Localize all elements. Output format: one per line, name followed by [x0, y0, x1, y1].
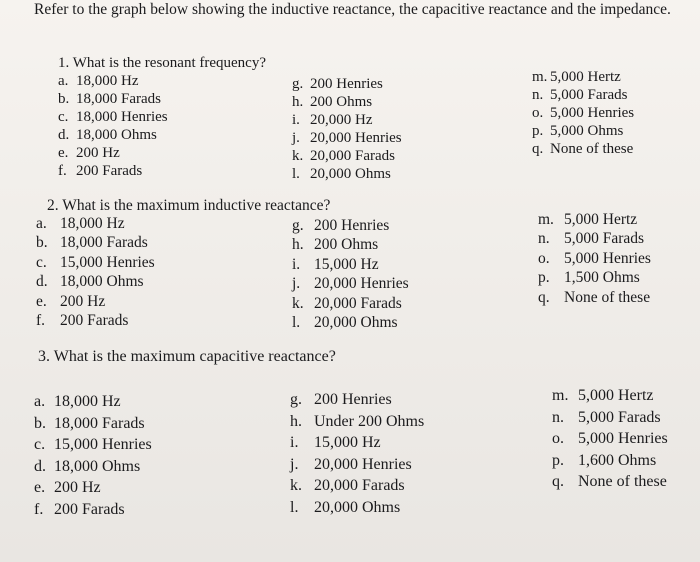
option-1h: h. 200 Ohms: [292, 94, 373, 110]
question-1-options-col2: [292, 75, 402, 183]
option-2a: a. 18,000 Hz: [36, 215, 125, 232]
option-2m: m. 5,000 Hertz: [538, 211, 638, 228]
option-3j: j. 20,000 Henries: [290, 455, 412, 473]
option-2j: j. 20,000 Henries: [292, 275, 409, 293]
option-3i: i. 15,000 Hz: [290, 434, 381, 452]
option-1b: b. 18,000 Farads: [58, 91, 161, 107]
option-2b: b. 18,000 Farads: [36, 234, 148, 252]
option-1a: a. 18,000 Hz: [58, 73, 139, 89]
option-2k: k. 20,000 Farads: [292, 294, 402, 312]
option-2d: d. 18,000 Ohms: [36, 273, 144, 291]
option-3g: g. 200 Henries: [290, 391, 392, 408]
option-1n: n. 5,000 Farads: [532, 87, 628, 103]
question-2-options-col3: [538, 210, 651, 307]
instructions-text: Refer to the graph below showing the inductive reactance, the capacitive reactance and the impedance.: [34, 1, 671, 18]
option-1i: i. 20,000 Hz: [292, 112, 373, 128]
option-1p: p. 5,000 Ohms: [532, 123, 624, 139]
option-1e: e. 200 Hz: [58, 145, 120, 161]
question-3-options-col3: [552, 385, 668, 493]
option-2o: o. 5,000 Henries: [538, 249, 651, 267]
option-3p: p. 1,600 Ohms: [552, 451, 657, 469]
option-1c: c. 18,000 Henries: [58, 109, 168, 125]
option-3o: o. 5,000 Henries: [552, 430, 668, 448]
question-2-options-col2: [292, 216, 409, 332]
option-2i: i. 15,000 Hz: [292, 255, 379, 273]
option-2h: h. 200 Ohms: [292, 236, 379, 254]
option-2q: q. None of these: [538, 288, 651, 306]
option-1o: o. 5,000 Henries: [532, 105, 635, 121]
question-1-options-col3: [532, 68, 634, 158]
option-2n: n. 5,000 Farads: [538, 230, 645, 248]
question-3-options-col1: [34, 391, 152, 521]
option-2e: e. 200 Hz: [36, 292, 106, 310]
option-3h: h. Under 200 Ohms: [290, 412, 425, 430]
question-2-title: 2. What is the maximum inductive reactance?: [47, 197, 331, 214]
option-1q: q. None of these: [532, 141, 634, 157]
question-2-options-col1: [36, 214, 155, 330]
option-2f: f. 200 Farads: [36, 311, 129, 329]
option-3c: c. 15,000 Henries: [34, 436, 152, 454]
option-2g: g. 200 Henries: [292, 217, 390, 234]
option-3n: n. 5,000 Farads: [552, 408, 661, 426]
question-1-title: 1. What is the resonant frequency?: [58, 55, 266, 71]
option-3l: l. 20,000 Ohms: [290, 498, 401, 516]
option-3q: q. None of these: [552, 473, 667, 491]
option-2l: l. 20,000 Ohms: [292, 313, 398, 331]
option-1k: k. 20,000 Farads: [292, 148, 395, 164]
question-3-title: 3. What is the maximum capacitive reactance?: [38, 348, 336, 365]
option-2c: c. 15,000 Henries: [36, 253, 155, 271]
option-1d: d. 18,000 Ohms: [58, 127, 157, 143]
option-1l: l. 20,000 Ohms: [292, 166, 391, 182]
option-3a: a. 18,000 Hz: [34, 393, 121, 410]
option-3b: b. 18,000 Farads: [34, 414, 145, 432]
option-3f: f. 200 Farads: [34, 500, 125, 518]
option-2p: p. 1,500 Ohms: [538, 269, 640, 287]
question-3-options-col2: [290, 389, 424, 519]
option-3m: m. 5,000 Hertz: [552, 387, 654, 404]
option-1g: g. 200 Henries: [292, 76, 383, 92]
option-1m: m. 5,000 Hertz: [532, 69, 621, 85]
option-3e: e. 200 Hz: [34, 479, 101, 497]
option-1j: j. 20,000 Henries: [292, 130, 402, 146]
question-1-options-col1: [58, 72, 168, 180]
option-3k: k. 20,000 Farads: [290, 477, 405, 495]
option-3d: d. 18,000 Ohms: [34, 457, 141, 475]
option-1f: f. 200 Farads: [58, 163, 143, 179]
